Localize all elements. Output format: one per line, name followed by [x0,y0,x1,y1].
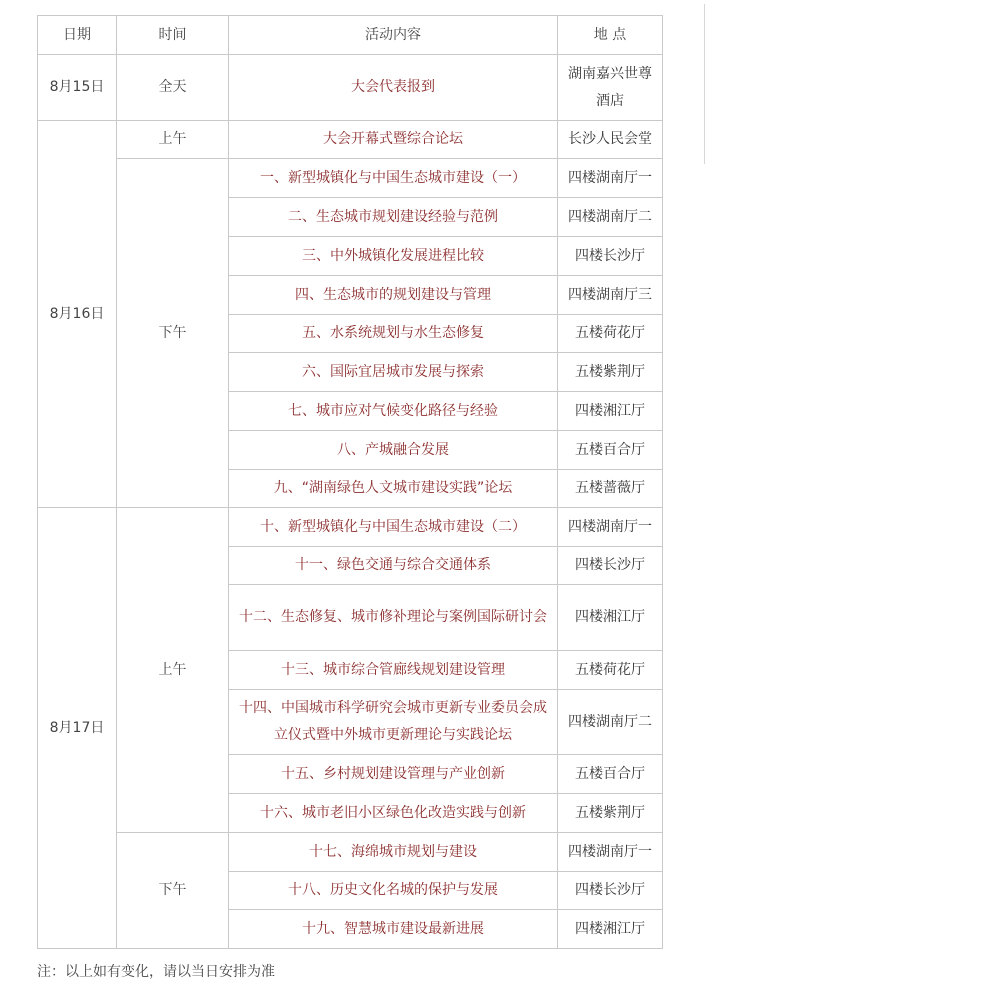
location-cell: 五楼荷花厅 [558,651,663,690]
table-row [38,508,663,547]
location-cell: 五楼荷花厅 [558,315,663,353]
activity-cell: 三、中外城镇化发展进程比较 [229,237,558,276]
location-cell: 四楼长沙厅 [558,872,663,910]
table-row [38,833,663,872]
activity-cell: 十一、绿色交通与综合交通体系 [229,547,558,585]
activity-cell: 一、新型城镇化与中国生态城市建设（一） [229,159,558,198]
activity-cell: 大会代表报到 [229,55,558,121]
activity-cell: 十二、生态修复、城市修补理论与案例国际研讨会 [229,585,558,651]
schedule-table [37,15,663,949]
activity-cell: 十六、城市老旧小区绿色化改造实践与创新 [229,794,558,833]
activity-cell: 十三、城市综合管廊线规划建设管理 [229,651,558,690]
location-cell: 五楼百合厅 [558,431,663,470]
location-cell: 四楼湘江厅 [558,910,663,949]
date-cell: 8月15日 [38,55,117,121]
time-cell: 上午 [117,508,229,833]
footnote: 注：以上如有变化，请以当日安排为准 [37,964,275,980]
vertical-divider [704,4,705,164]
activity-cell: 十五、乡村规划建设管理与产业创新 [229,755,558,794]
activity-cell: 十四、中国城市科学研究会城市更新专业委员会成立仪式暨中外城市更新理论与实践论坛 [229,690,558,755]
activity-cell: 六、国际宜居城市发展与探索 [229,353,558,392]
table-header-row [38,16,663,55]
table-row [38,55,663,121]
activity-cell: 九、“湖南绿色人文城市建设实践”论坛 [229,470,558,508]
activity-cell: 四、生态城市的规划建设与管理 [229,276,558,315]
activity-cell: 八、产城融合发展 [229,431,558,470]
location-cell: 四楼湖南厅一 [558,508,663,547]
activity-cell: 五、水系统规划与水生态修复 [229,315,558,353]
location-cell: 湖南嘉兴世尊酒店 [558,55,663,121]
location-cell: 四楼长沙厅 [558,237,663,276]
time-cell: 下午 [117,159,229,508]
activity-cell: 二、生态城市规划建设经验与范例 [229,198,558,237]
location-cell: 四楼湖南厅二 [558,690,663,755]
activity-cell: 十八、历史文化名城的保护与发展 [229,872,558,910]
header-location: 地 点 [558,16,663,55]
header-content: 活动内容 [229,16,558,55]
location-cell: 五楼紫荆厅 [558,353,663,392]
location-cell: 长沙人民会堂 [558,121,663,159]
location-cell: 四楼湘江厅 [558,392,663,431]
location-cell: 四楼湖南厅三 [558,276,663,315]
time-cell: 上午 [117,121,229,159]
location-cell: 四楼湖南厅一 [558,159,663,198]
table-row [38,159,663,198]
time-cell: 下午 [117,833,229,949]
location-cell: 五楼蔷薇厅 [558,470,663,508]
location-cell: 五楼紫荆厅 [558,794,663,833]
activity-cell: 大会开幕式暨综合论坛 [229,121,558,159]
time-cell: 全天 [117,55,229,121]
header-time: 时间 [117,16,229,55]
location-cell: 四楼湘江厅 [558,585,663,651]
activity-cell: 十九、智慧城市建设最新进展 [229,910,558,949]
activity-cell: 七、城市应对气候变化路径与经验 [229,392,558,431]
location-cell: 四楼湖南厅一 [558,833,663,872]
location-cell: 四楼湖南厅二 [558,198,663,237]
activity-cell: 十七、海绵城市规划与建设 [229,833,558,872]
date-cell: 8月17日 [38,508,117,949]
table-row [38,121,663,159]
location-cell: 五楼百合厅 [558,755,663,794]
date-cell: 8月16日 [38,121,117,508]
header-date: 日期 [38,16,117,55]
location-cell: 四楼长沙厅 [558,547,663,585]
activity-cell: 十、新型城镇化与中国生态城市建设（二） [229,508,558,547]
